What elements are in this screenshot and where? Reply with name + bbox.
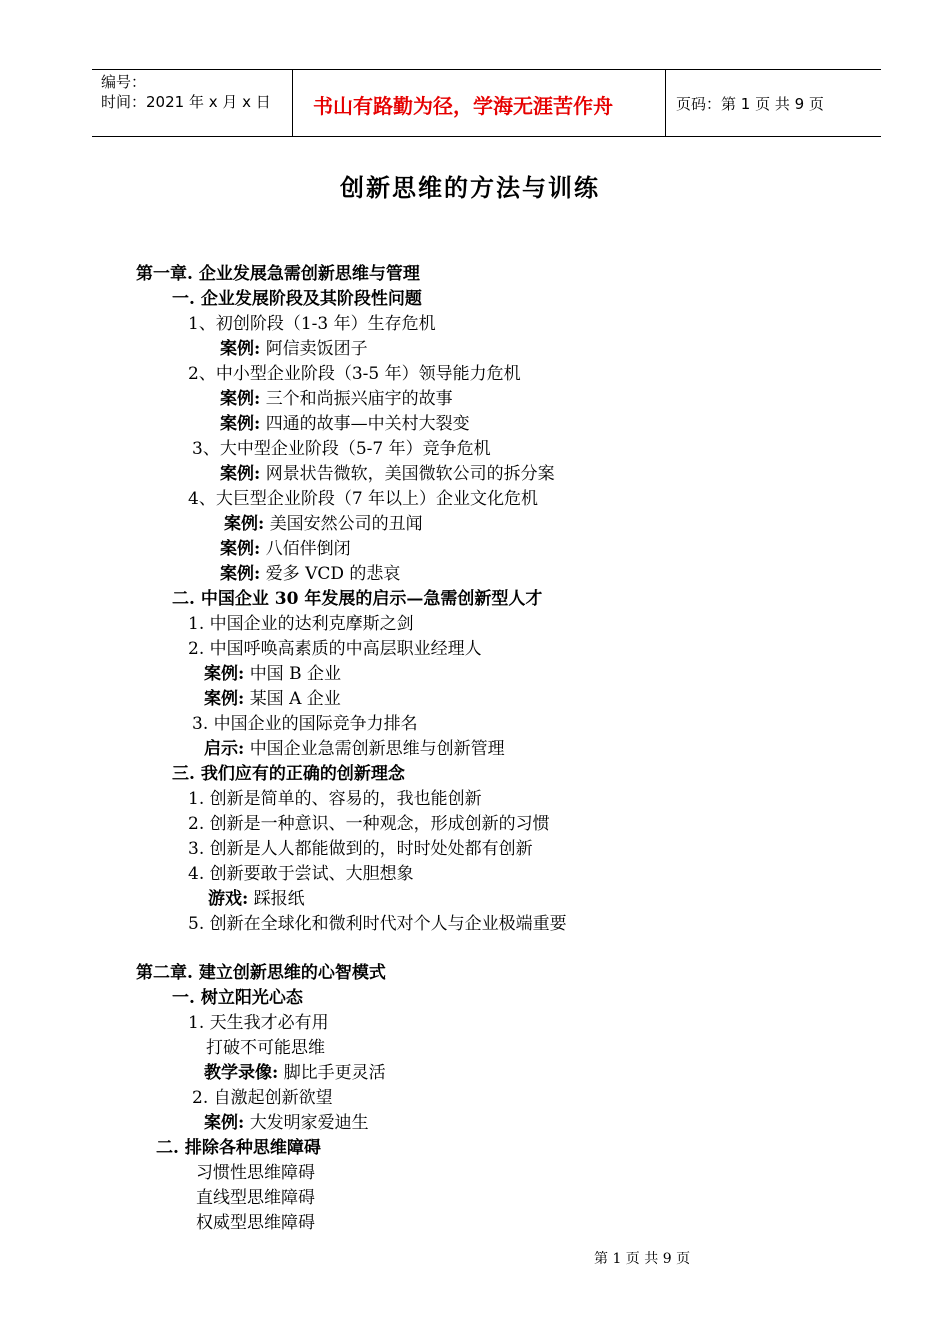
header-number: 编号： — [101, 73, 147, 91]
case-text: 中国 B 企业 — [249, 664, 341, 684]
section-heading: 三. 我们应有的正确的创新理念 — [172, 764, 405, 784]
list-item: 3、大中型企业阶段（5-7 年）竞争危机 — [192, 439, 491, 459]
list-item: 2. 中国呼唤高素质的中高层职业经理人 — [188, 639, 482, 659]
header-top-rule — [92, 69, 881, 70]
case-line — [220, 384, 453, 409]
video-text: 脚比手更灵活 — [283, 1063, 386, 1083]
case-line — [220, 409, 470, 434]
list-item: 直线型思维障碍 — [196, 1188, 315, 1208]
page-footer: 第 1 页 共 9 页 — [594, 1251, 691, 1267]
section-heading: 一. 企业发展阶段及其阶段性问题 — [172, 289, 422, 309]
case-text: 大发明家爱迪生 — [249, 1113, 369, 1133]
list-item: 1. 天生我才必有用 — [188, 1013, 329, 1033]
video-label: 教学录像: — [204, 1063, 279, 1083]
case-label: 案例: — [220, 389, 261, 409]
game-label: 游戏: — [208, 889, 249, 909]
case-label: 案例: — [220, 464, 261, 484]
list-item: 1. 创新是简单的、容易的，我也能创新 — [188, 789, 482, 809]
header-motto: 书山有路勤为径，学海无涯苦作舟 — [313, 94, 613, 118]
list-item: 5. 创新在全球化和微利时代对个人与企业极端重要 — [188, 914, 567, 934]
insight-text: 中国企业急需创新思维与创新管理 — [249, 739, 505, 759]
case-line — [204, 1108, 369, 1133]
list-item: 3. 中国企业的国际竞争力排名 — [192, 714, 418, 734]
case-label: 案例: — [220, 339, 261, 359]
case-line — [204, 684, 341, 709]
case-label: 案例: — [204, 1113, 245, 1133]
list-item: 1、初创阶段（1-3 年）生存危机 — [188, 314, 436, 334]
header-bottom-rule — [92, 136, 881, 137]
list-item: 1. 中国企业的达利克摩斯之剑 — [188, 614, 414, 634]
case-line — [220, 459, 555, 484]
case-text: 三个和尚振兴庙宇的故事 — [265, 389, 453, 409]
section-heading: 一. 树立阳光心态 — [172, 988, 303, 1008]
header-time: 时间：2021 年 x 月 x 日 — [101, 93, 271, 111]
case-text: 爱多 VCD 的悲哀 — [265, 564, 401, 584]
case-text: 八佰伴倒闭 — [265, 539, 351, 559]
insight-label: 启示: — [204, 739, 245, 759]
list-item: 权威型思维障碍 — [196, 1213, 315, 1233]
header-divider-right — [665, 69, 666, 136]
list-item: 3. 创新是人人都能做到的，时时处处都有创新 — [188, 839, 533, 859]
case-text: 阿信卖饭团子 — [265, 339, 368, 359]
insight-line — [204, 734, 505, 759]
section-heading: 二. 中国企业 30 年发展的启示—急需创新型人才 — [172, 589, 543, 609]
case-line — [204, 659, 341, 684]
case-label: 案例: — [204, 689, 245, 709]
case-label: 案例: — [220, 414, 261, 434]
list-item: 习惯性思维障碍 — [196, 1163, 315, 1183]
case-line — [220, 334, 368, 359]
video-line — [204, 1058, 386, 1083]
list-item: 4. 创新要敢于尝试、大胆想象 — [188, 864, 414, 884]
game-text: 踩报纸 — [253, 889, 305, 909]
game-line — [208, 884, 305, 909]
list-item: 打破不可能思维 — [206, 1038, 325, 1058]
header-page: 页码：第 1 页 共 9 页 — [676, 95, 824, 113]
case-text: 美国安然公司的丑闻 — [269, 514, 423, 534]
chapter-heading: 第二章. 建立创新思维的心智模式 — [136, 963, 386, 983]
case-label: 案例: — [204, 664, 245, 684]
section-heading: 二. 排除各种思维障碍 — [156, 1138, 321, 1158]
list-item: 2、中小型企业阶段（3-5 年）领导能力危机 — [188, 364, 521, 384]
page-title: 创新思维的方法与训练 — [340, 173, 600, 202]
case-line — [220, 534, 351, 559]
case-text: 某国 A 企业 — [249, 689, 341, 709]
case-label: 案例: — [220, 539, 261, 559]
case-line — [224, 509, 423, 534]
list-item: 2. 自激起创新欲望 — [192, 1088, 333, 1108]
case-label: 案例: — [220, 564, 261, 584]
header-divider-left — [292, 69, 293, 136]
case-text: 网景状告微软，美国微软公司的拆分案 — [265, 464, 555, 484]
list-item: 4、大巨型企业阶段（7 年以上）企业文化危机 — [188, 489, 539, 509]
list-item: 2. 创新是一种意识、一种观念，形成创新的习惯 — [188, 814, 550, 834]
case-label: 案例: — [224, 514, 265, 534]
case-text: 四通的故事—中关村大裂变 — [265, 414, 470, 434]
chapter-heading: 第一章. 企业发展急需创新思维与管理 — [136, 264, 420, 284]
case-line — [220, 559, 400, 584]
